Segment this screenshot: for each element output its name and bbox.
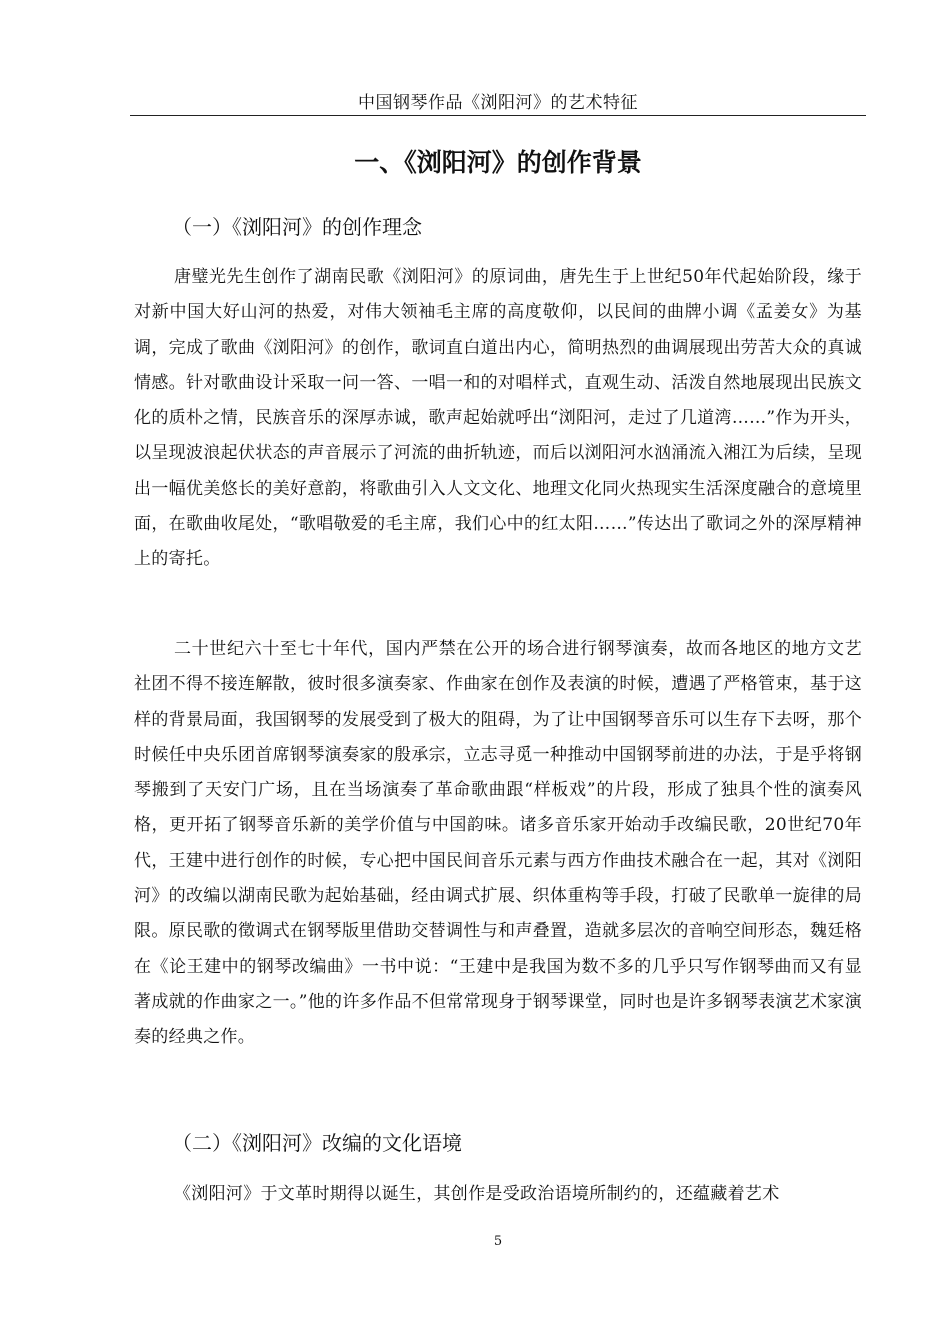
section-title: （一）《浏阳河》的创作理念: [172, 215, 422, 239]
page-number: 5: [493, 1234, 503, 1249]
header-rule: [130, 115, 866, 116]
chapter-title: 一、《浏阳河》的创作背景: [354, 148, 642, 177]
body-paragraph: 唐璧光先生创作了湖南民歌《浏阳河》的原词曲，唐先生于上世纪50年代起始阶段，缘于对新中国大好山河的热爱，对伟大领袖毛主席的高度敬仰，以民间的曲牌小调《孟姜女》为基调，完成了歌曲《浏阳河》的创作，歌词直白道出内心，简明热烈的曲调展现出劳苦大众的真诚情感。针对歌曲设计采取一问一答、一唱一和的对唱样式，直观生动、活泼自然地展现出民族文化的质朴之情，民族音乐的深厚赤诚，歌声起始就呼出“浏阳河，走过了几道湾……”作为开头，以呈现波浪起伏状态的声音展示了河流的曲折轨迹，而后以浏阳河水汹涌流入湘江为后续，呈现出一幅优美悠长的美好意韵，将歌曲引入人文文化、地理文化同火热现实生活深度融合的意境里面，在歌曲收尾处，“歌唱敬爱的毛主席，我们心中的红太阳……”传达出了歌词之外的深厚精神上的寄托。: [134, 267, 862, 570]
body-paragraph: 二十世纪六十至七十年代，国内严禁在公开的场合进行钢琴演奏，故而各地区的地方文艺社团不得不接连解散，彼时很多演奏家、作曲家在创作及表演的时候，遭遇了严格管束，基于这样的背景局面，我国钢琴的发展受到了极大的阻碍，为了让中国钢琴音乐可以生存下去呀，那个时候任中央乐团首席钢琴演奏家的殷承宗，立志寻觅一种推动中国钢琴前进的办法，于是乎将钢琴搬到了天安门广场，且在当场演奏了革命歌曲跟“样板戏”的片段，形成了独具个性的演奏风格，更开拓了钢琴音乐新的美学价值与中国韵味。诸多音乐家开始动手改编民歌，20世纪70年代，王建中进行创作的时候，专心把中国民间音乐元素与西方作曲技术融合在一起，其对《浏阳河》的改编以湖南民歌为起始基础，经由调式扩展、织体重构等手段，打破了民歌单一旋律的局限。原民歌的徵调式在钢琴版里借助交替调性与和声叠置，造就多层次的音响空间形态，魏廷格在《论王建中的钢琴改编曲》一书中说：“王建中是我国为数不多的几乎只写作钢琴曲而又有显著成就的作曲家之一。”他的许多作品不但常常现身于钢琴课堂，同时也是许多钢琴表演艺术家演奏的经典之作。: [134, 639, 862, 1048]
running-header: 中国钢琴作品《浏阳河》的艺术特征: [358, 93, 638, 113]
section-title: （二）《浏阳河》改编的文化语境: [172, 1131, 462, 1155]
body-paragraph: 《浏阳河》于文革时期得以诞生，其创作是受政治语境所制约的，还蕴藏着艺术: [174, 1184, 780, 1204]
